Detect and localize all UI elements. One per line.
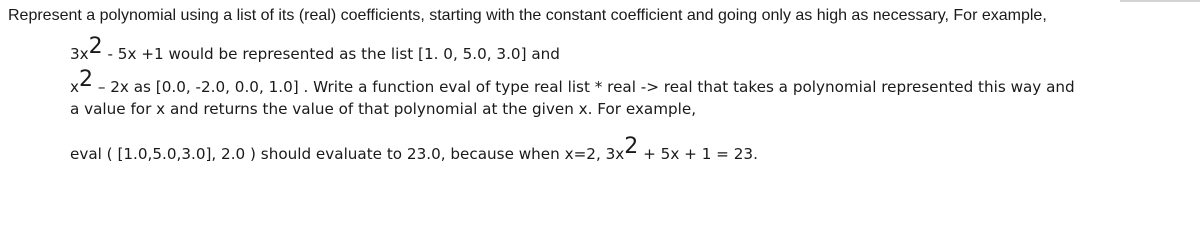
example-line-1: [70, 34, 560, 63]
description-line: a value for x and returns the value of that polynomial at the given x. For example,: [70, 100, 697, 118]
top-divider: [1120, 0, 1200, 2]
eval-example-rest: + 5x + 1 = 23.: [638, 145, 758, 163]
eval-example-text: eval ( [1.0,5.0,3.0], 2.0 ) should evaluate to 23.0, because when x=2, 3x: [70, 145, 625, 163]
example-1-rest: - 5x +1 would be represented as the list [1. 0, 5.0, 3.0] and: [102, 45, 560, 63]
intro-text: Represent a polynomial using a list of its (real) coefficients, starting with the constant coefficient and going only as high as necessary, For example,: [8, 7, 1047, 24]
example-line-2: [70, 67, 1075, 96]
example-2-text: x: [70, 78, 79, 96]
example-1-exponent: 2: [88, 34, 103, 59]
example-2-rest: – 2x as [0.0, -2.0, 0.0, 1.0] . Write a function eval of type real list * real -> real that takes a polynomial represented this way and: [93, 78, 1075, 96]
example-1-text: 3x: [70, 45, 89, 63]
eval-example-exponent: 2: [624, 134, 639, 159]
example-2-exponent: 2: [79, 67, 93, 92]
eval-example-line: [70, 134, 758, 163]
